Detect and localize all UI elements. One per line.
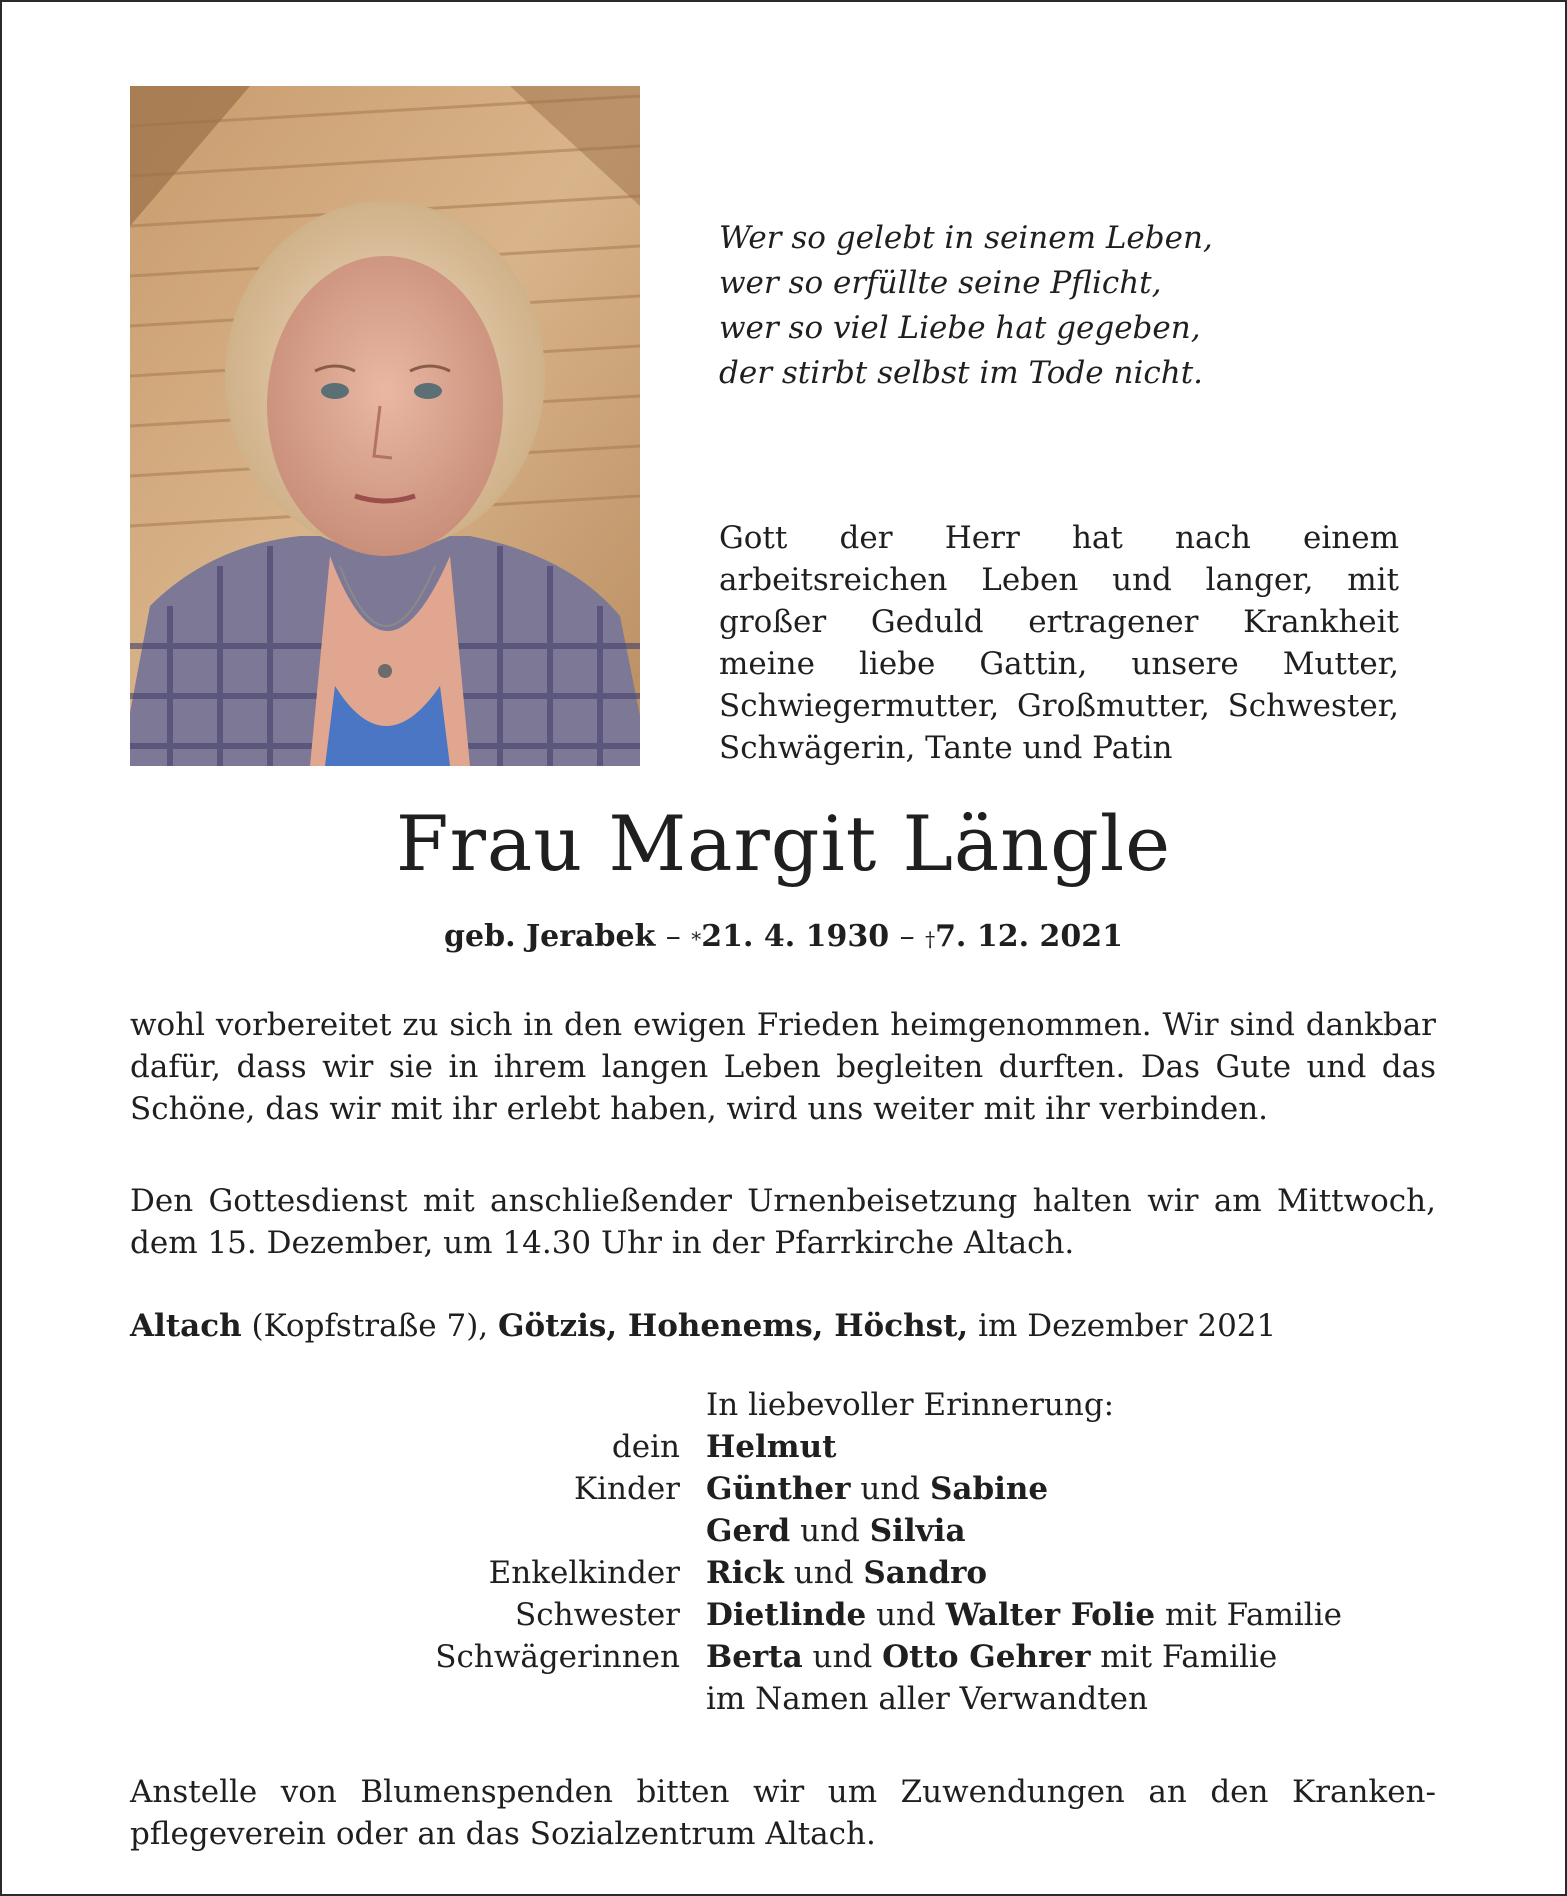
- body-paragraph-1: wohl vorbereitet zu sich in den ewigen Frieden heimgenommen. Wir sind dankbar dafür, dass wir sie in ihrem langen Leben begleiten durften. Das Gute und das Schöne, das wir mit ihr erlebt haben, wird uns weiter mit ihr verbinden.: [130, 1007, 1436, 1127]
- mourners-footer-row: [400, 1678, 1440, 1720]
- mourner-row: [400, 1426, 1440, 1468]
- mourner-row: [400, 1636, 1440, 1678]
- mourners-block: [400, 1384, 1440, 1720]
- location-date: im Dezember 2021: [978, 1308, 1277, 1344]
- location-places: Götzis, Hohenems, Höchst,: [498, 1308, 969, 1344]
- mourners-heading: In liebevoller Erinnerung:: [706, 1387, 1115, 1423]
- memorial-poem: [719, 216, 1239, 396]
- mourners-heading-row: [400, 1384, 1440, 1426]
- mourner-row: [400, 1468, 1440, 1510]
- relation-label: Schwägerinnen: [435, 1639, 680, 1675]
- birth-date: 21. 4. 1930: [701, 919, 890, 954]
- death-symbol: †: [925, 927, 936, 951]
- conjunction: und: [793, 1555, 854, 1591]
- mourner-name: Rick: [706, 1555, 784, 1591]
- closing-note: [130, 1771, 1436, 1855]
- birth-name: geb. Jerabek: [444, 919, 656, 954]
- mourner-name: Helmut: [706, 1429, 837, 1465]
- conjunction: und: [800, 1513, 860, 1549]
- relation-label: dein: [611, 1429, 680, 1465]
- poem-line: wer so erfüllte seine Pflicht,: [719, 265, 1162, 301]
- conjunction: und: [860, 1471, 921, 1507]
- closing-line: pflegeverein oder an das Sozialzentrum Altach.: [130, 1816, 876, 1852]
- birth-symbol: *: [691, 927, 702, 951]
- poem-line: der stirbt selbst im Tode nicht.: [719, 355, 1204, 391]
- body-paragraph-2: Den Gottesdienst mit anschließender Urnenbeisetzung halten wir am Mittwoch, dem 15. Dezember, um 14.30 Uhr in der Pfarrkirche Altach.: [130, 1183, 1436, 1261]
- location-main: Altach: [130, 1308, 242, 1344]
- mourner-name: Sandro: [863, 1555, 988, 1591]
- location-line: [130, 1305, 1436, 1347]
- mourner-name: Dietlinde: [706, 1597, 867, 1633]
- mourner-name: Gerd: [706, 1513, 791, 1549]
- mourner-name: Otto Gehrer: [882, 1639, 1091, 1675]
- poem-line: Wer so gelebt in seinem Leben,: [719, 220, 1213, 256]
- portrait-photo: [130, 86, 640, 766]
- death-date: 7. 12. 2021: [935, 919, 1123, 954]
- mourner-name: Günther: [706, 1471, 851, 1507]
- mourners-footer: im Namen aller Verwandten: [706, 1681, 1148, 1717]
- closing-line: Anstelle von Blumenspenden bitten wir um Zuwendungen an den Kranken-: [130, 1774, 1436, 1810]
- mourner-name: Sabine: [929, 1471, 1049, 1507]
- conjunction: und: [876, 1597, 936, 1633]
- poem-line: wer so viel Liebe hat gegeben,: [719, 310, 1201, 346]
- relation-label: Enkelkinder: [488, 1555, 680, 1591]
- mourner-name: Walter Folie: [945, 1597, 1156, 1633]
- conjunction: und: [812, 1639, 873, 1675]
- relation-label: Kinder: [573, 1471, 680, 1507]
- with-family: mit Familie: [1100, 1639, 1278, 1675]
- life-dates: [0, 917, 1567, 957]
- mourner-row: [400, 1552, 1440, 1594]
- mourner-name: Silvia: [869, 1513, 966, 1549]
- mourner-row: [400, 1510, 1440, 1552]
- separator: –: [899, 919, 915, 954]
- intro-paragraph: Gott der Herr hat nach einem arbeitsreichen Leben und langer, mit großer Geduld ertragener Krankheit meine liebe Gattin, unsere Mutter, Schwiegermutter, Großmutter, Schwester, Schwägerin, Tante und Patin: [719, 520, 1399, 766]
- with-family: mit Familie: [1164, 1597, 1342, 1633]
- location-address: (Kopfstraße 7),: [251, 1308, 489, 1344]
- mourner-name: Berta: [706, 1639, 803, 1675]
- relation-label: Schwester: [515, 1597, 680, 1633]
- mourner-row: [400, 1594, 1440, 1636]
- separator: –: [665, 919, 681, 954]
- deceased-name: Frau Margit Längle: [395, 799, 1172, 888]
